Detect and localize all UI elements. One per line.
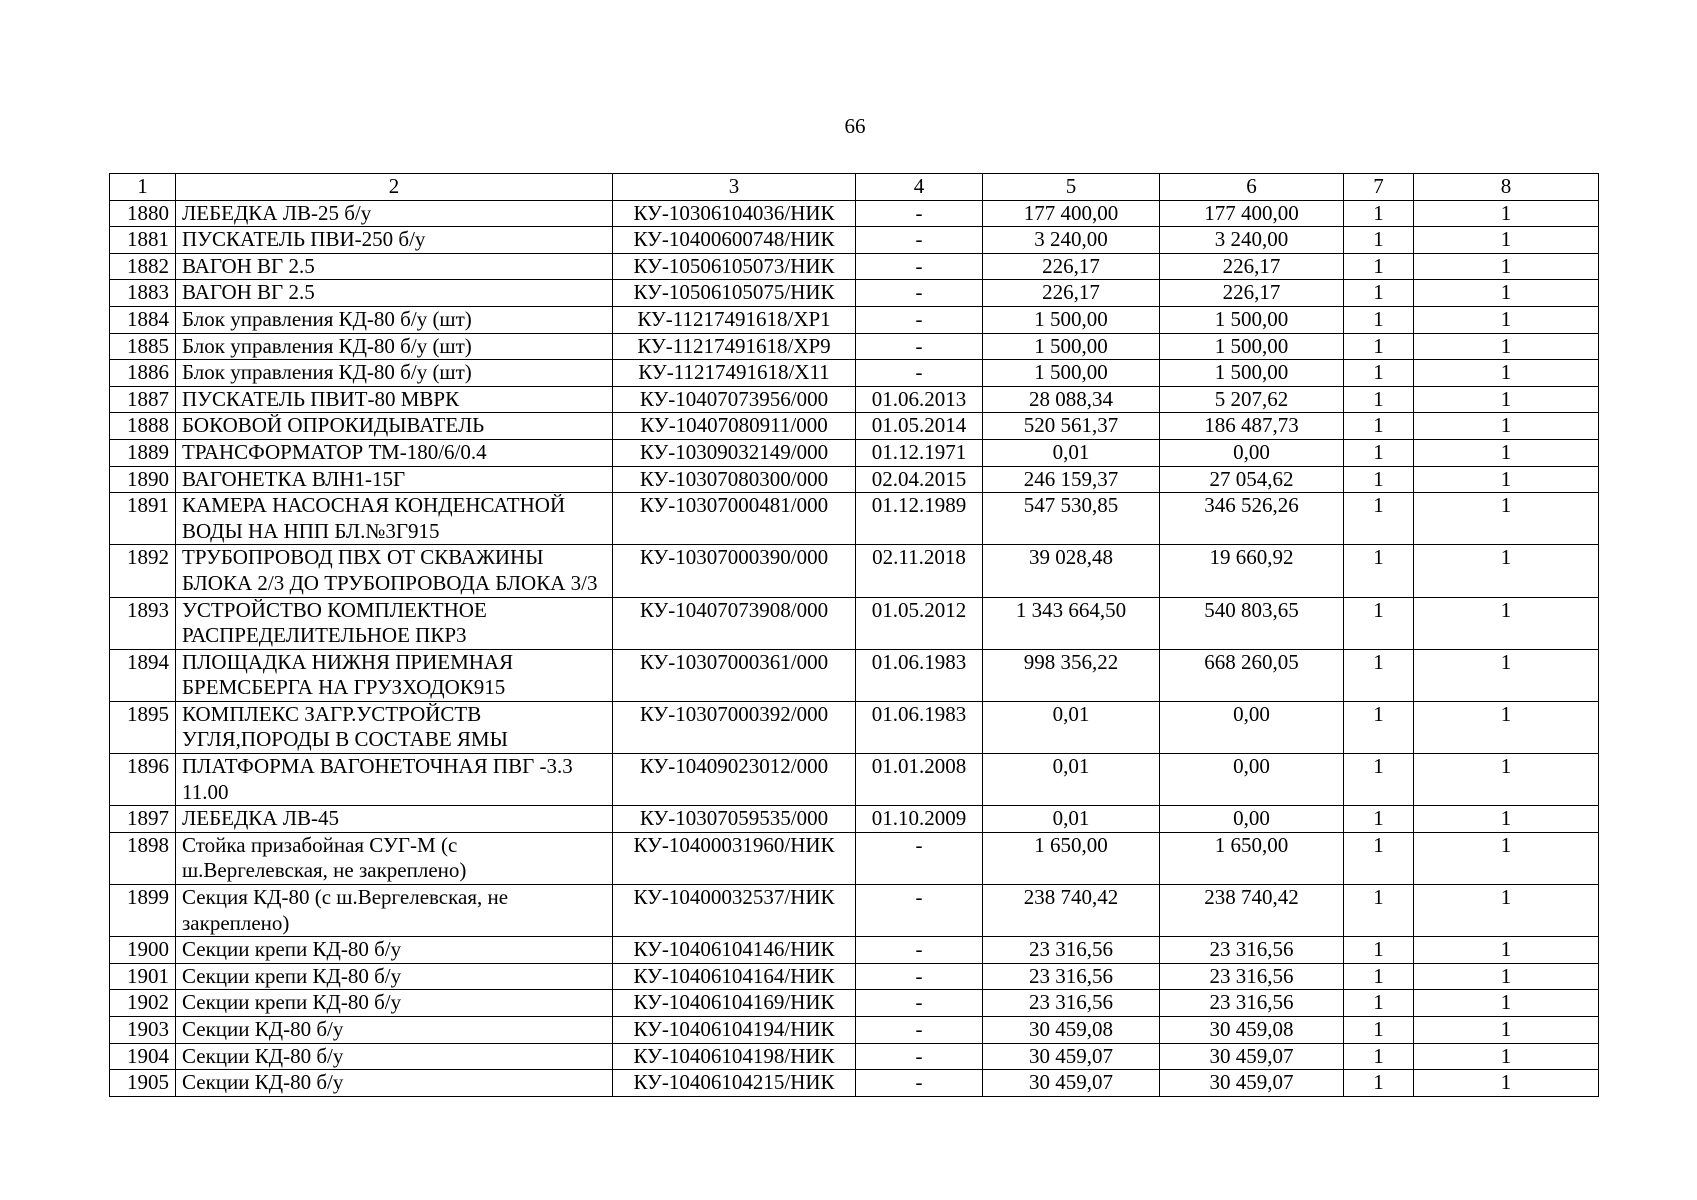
row-number: 1900	[110, 937, 176, 964]
column-header: 5	[983, 174, 1160, 201]
row-number: 1904	[110, 1043, 176, 1070]
commission-date: -	[856, 280, 983, 307]
item-name: Блок управления КД-80 б/у (шт)	[176, 306, 613, 333]
row-number: 1898	[110, 832, 176, 884]
quantity-col-8: 1	[1414, 333, 1599, 360]
table-row	[110, 597, 1599, 649]
quantity-col-7: 1	[1344, 227, 1414, 254]
inventory-code: КУ-10400600748/НИК	[613, 227, 856, 254]
inventory-code: КУ-11217491618/ХР1	[613, 306, 856, 333]
commission-date: -	[856, 306, 983, 333]
inventory-code: КУ-10406104164/НИК	[613, 963, 856, 990]
row-number: 1880	[110, 200, 176, 227]
residual-value: 0,00	[1160, 806, 1344, 833]
initial-value: 1 500,00	[983, 333, 1160, 360]
inventory-code: КУ-10307000481/000	[613, 493, 856, 545]
residual-value: 668 260,05	[1160, 649, 1344, 701]
row-number: 1881	[110, 227, 176, 254]
table-row	[110, 937, 1599, 964]
table-row	[110, 360, 1599, 387]
commission-date: -	[856, 832, 983, 884]
quantity-col-8: 1	[1414, 701, 1599, 753]
inventory-code: КУ-10307059535/000	[613, 806, 856, 833]
commission-date: 02.04.2015	[856, 466, 983, 493]
initial-value: 1 500,00	[983, 360, 1160, 387]
residual-value: 23 316,56	[1160, 990, 1344, 1017]
table-row	[110, 1070, 1599, 1097]
quantity-col-7: 1	[1344, 333, 1414, 360]
commission-date: -	[856, 990, 983, 1017]
commission-date: 01.06.2013	[856, 386, 983, 413]
quantity-col-7: 1	[1344, 597, 1414, 649]
table-row	[110, 806, 1599, 833]
quantity-col-8: 1	[1414, 754, 1599, 806]
initial-value: 226,17	[983, 280, 1160, 307]
column-header: 8	[1414, 174, 1599, 201]
table-row	[110, 1017, 1599, 1044]
residual-value: 30 459,07	[1160, 1043, 1344, 1070]
table-row	[110, 545, 1599, 597]
column-header: 2	[176, 174, 613, 201]
row-number: 1889	[110, 439, 176, 466]
item-name: ПУСКАТЕЛЬ ПВИТ-80 МВРК	[176, 386, 613, 413]
row-number: 1882	[110, 253, 176, 280]
row-number: 1895	[110, 701, 176, 753]
quantity-col-7: 1	[1344, 963, 1414, 990]
commission-date: -	[856, 253, 983, 280]
quantity-col-7: 1	[1344, 754, 1414, 806]
commission-date: -	[856, 360, 983, 387]
item-name: ТРУБОПРОВОД ПВХ ОТ СКВАЖИНЫ БЛОКА 2/3 ДО ТРУБОПРОВОДА БЛОКА 3/3	[176, 545, 613, 597]
item-name: ЛЕБЕДКА ЛВ-45	[176, 806, 613, 833]
quantity-col-7: 1	[1344, 386, 1414, 413]
row-number: 1903	[110, 1017, 176, 1044]
inventory-code: КУ-10506105075/НИК	[613, 280, 856, 307]
inventory-code: КУ-11217491618/Х11	[613, 360, 856, 387]
quantity-col-8: 1	[1414, 227, 1599, 254]
row-number: 1884	[110, 306, 176, 333]
item-name: КОМПЛЕКС ЗАГР.УСТРОЙСТВ УГЛЯ,ПОРОДЫ В СОСТАВЕ ЯМЫ	[176, 701, 613, 753]
quantity-col-7: 1	[1344, 806, 1414, 833]
item-name: Блок управления КД-80 б/у (шт)	[176, 333, 613, 360]
commission-date: 01.12.1989	[856, 493, 983, 545]
initial-value: 0,01	[983, 701, 1160, 753]
inventory-code: КУ-10307000390/000	[613, 545, 856, 597]
table-row	[110, 227, 1599, 254]
row-number: 1897	[110, 806, 176, 833]
table-row	[110, 413, 1599, 440]
asset-register-table	[109, 173, 1599, 1097]
quantity-col-7: 1	[1344, 413, 1414, 440]
row-number: 1899	[110, 885, 176, 937]
initial-value: 1 650,00	[983, 832, 1160, 884]
column-header: 6	[1160, 174, 1344, 201]
row-number: 1886	[110, 360, 176, 387]
quantity-col-8: 1	[1414, 1043, 1599, 1070]
quantity-col-7: 1	[1344, 1017, 1414, 1044]
inventory-code: КУ-10306104036/НИК	[613, 200, 856, 227]
quantity-col-7: 1	[1344, 306, 1414, 333]
inventory-code: КУ-10406104146/НИК	[613, 937, 856, 964]
initial-value: 0,01	[983, 439, 1160, 466]
row-number: 1891	[110, 493, 176, 545]
residual-value: 30 459,08	[1160, 1017, 1344, 1044]
table-row	[110, 649, 1599, 701]
item-name: ПЛОЩАДКА НИЖНЯ ПРИЕМНАЯ БРЕМСБЕРГА НА ГРУЗХОДОК915	[176, 649, 613, 701]
table-row	[110, 885, 1599, 937]
initial-value: 28 088,34	[983, 386, 1160, 413]
quantity-col-8: 1	[1414, 990, 1599, 1017]
row-number: 1890	[110, 466, 176, 493]
item-name: Секция КД-80 (с ш.Вергелевская, не закреплено)	[176, 885, 613, 937]
item-name: ВАГОН ВГ 2.5	[176, 253, 613, 280]
initial-value: 30 459,07	[983, 1043, 1160, 1070]
inventory-code: КУ-10307000392/000	[613, 701, 856, 753]
commission-date: 01.12.1971	[856, 439, 983, 466]
quantity-col-7: 1	[1344, 545, 1414, 597]
inventory-code: КУ-10307000361/000	[613, 649, 856, 701]
quantity-col-7: 1	[1344, 937, 1414, 964]
commission-date: 02.11.2018	[856, 545, 983, 597]
commission-date: 01.05.2012	[856, 597, 983, 649]
inventory-code: КУ-10407080911/000	[613, 413, 856, 440]
row-number: 1894	[110, 649, 176, 701]
residual-value: 23 316,56	[1160, 963, 1344, 990]
row-number: 1896	[110, 754, 176, 806]
initial-value: 23 316,56	[983, 963, 1160, 990]
initial-value: 3 240,00	[983, 227, 1160, 254]
quantity-col-8: 1	[1414, 649, 1599, 701]
quantity-col-7: 1	[1344, 200, 1414, 227]
inventory-code: КУ-10406104215/НИК	[613, 1070, 856, 1097]
item-name: ТРАНСФОРМАТОР ТМ-180/6/0.4	[176, 439, 613, 466]
residual-value: 5 207,62	[1160, 386, 1344, 413]
initial-value: 23 316,56	[983, 990, 1160, 1017]
initial-value: 30 459,07	[983, 1070, 1160, 1097]
row-number: 1902	[110, 990, 176, 1017]
column-header: 3	[613, 174, 856, 201]
commission-date: -	[856, 1017, 983, 1044]
commission-date: -	[856, 1043, 983, 1070]
initial-value: 547 530,85	[983, 493, 1160, 545]
table-row	[110, 1043, 1599, 1070]
quantity-col-8: 1	[1414, 280, 1599, 307]
row-number: 1887	[110, 386, 176, 413]
quantity-col-7: 1	[1344, 493, 1414, 545]
quantity-col-7: 1	[1344, 701, 1414, 753]
quantity-col-7: 1	[1344, 466, 1414, 493]
row-number: 1905	[110, 1070, 176, 1097]
inventory-code: КУ-10409023012/000	[613, 754, 856, 806]
commission-date: 01.06.1983	[856, 649, 983, 701]
item-name: ПУСКАТЕЛЬ ПВИ-250 б/у	[176, 227, 613, 254]
row-number: 1893	[110, 597, 176, 649]
table-row	[110, 386, 1599, 413]
residual-value: 1 650,00	[1160, 832, 1344, 884]
quantity-col-7: 1	[1344, 1043, 1414, 1070]
item-name: Стойка призабойная СУГ-М (с ш.Вергелевская, не закреплено)	[176, 832, 613, 884]
quantity-col-7: 1	[1344, 253, 1414, 280]
item-name: Блок управления КД-80 б/у (шт)	[176, 360, 613, 387]
residual-value: 226,17	[1160, 280, 1344, 307]
residual-value: 19 660,92	[1160, 545, 1344, 597]
table-row	[110, 493, 1599, 545]
quantity-col-7: 1	[1344, 990, 1414, 1017]
row-number: 1888	[110, 413, 176, 440]
table-body	[110, 200, 1599, 1096]
initial-value: 238 740,42	[983, 885, 1160, 937]
inventory-code: КУ-10506105073/НИК	[613, 253, 856, 280]
quantity-col-8: 1	[1414, 937, 1599, 964]
table-row	[110, 832, 1599, 884]
quantity-col-7: 1	[1344, 832, 1414, 884]
residual-value: 1 500,00	[1160, 360, 1344, 387]
item-name: УСТРОЙСТВО КОМПЛЕКТНОЕ РАСПРЕДЕЛИТЕЛЬНОЕ ПКР3	[176, 597, 613, 649]
commission-date: -	[856, 200, 983, 227]
table-row	[110, 701, 1599, 753]
table-row	[110, 200, 1599, 227]
inventory-code: КУ-10406104169/НИК	[613, 990, 856, 1017]
item-name: ВАГОН ВГ 2.5	[176, 280, 613, 307]
commission-date: -	[856, 885, 983, 937]
residual-value: 0,00	[1160, 754, 1344, 806]
quantity-col-8: 1	[1414, 1070, 1599, 1097]
item-name: Секции КД-80 б/у	[176, 1017, 613, 1044]
item-name: Секции КД-80 б/у	[176, 1070, 613, 1097]
column-header: 1	[110, 174, 176, 201]
residual-value: 3 240,00	[1160, 227, 1344, 254]
item-name: ПЛАТФОРМА ВАГОНЕТОЧНАЯ ПВГ -3.3 11.00	[176, 754, 613, 806]
initial-value: 998 356,22	[983, 649, 1160, 701]
commission-date: 01.06.1983	[856, 701, 983, 753]
table-row	[110, 306, 1599, 333]
commission-date: 01.10.2009	[856, 806, 983, 833]
quantity-col-8: 1	[1414, 200, 1599, 227]
initial-value: 23 316,56	[983, 937, 1160, 964]
initial-value: 246 159,37	[983, 466, 1160, 493]
residual-value: 1 500,00	[1160, 306, 1344, 333]
table-row	[110, 253, 1599, 280]
quantity-col-7: 1	[1344, 439, 1414, 466]
table-row	[110, 333, 1599, 360]
commission-date: 01.05.2014	[856, 413, 983, 440]
residual-value: 226,17	[1160, 253, 1344, 280]
table-row	[110, 466, 1599, 493]
quantity-col-7: 1	[1344, 649, 1414, 701]
inventory-code: КУ-10407073956/000	[613, 386, 856, 413]
item-name: ЛЕБЕДКА ЛВ-25 б/у	[176, 200, 613, 227]
quantity-col-8: 1	[1414, 597, 1599, 649]
initial-value: 226,17	[983, 253, 1160, 280]
quantity-col-7: 1	[1344, 360, 1414, 387]
quantity-col-8: 1	[1414, 466, 1599, 493]
quantity-col-8: 1	[1414, 545, 1599, 597]
page-number: 66	[844, 114, 866, 138]
quantity-col-8: 1	[1414, 1017, 1599, 1044]
column-header: 7	[1344, 174, 1414, 201]
quantity-col-7: 1	[1344, 1070, 1414, 1097]
residual-value: 0,00	[1160, 439, 1344, 466]
quantity-col-8: 1	[1414, 306, 1599, 333]
quantity-col-8: 1	[1414, 253, 1599, 280]
residual-value: 0,00	[1160, 701, 1344, 753]
quantity-col-8: 1	[1414, 963, 1599, 990]
item-name: КАМЕРА НАСОСНАЯ КОНДЕНСАТНОЙ ВОДЫ НА НПП БЛ.№3Г915	[176, 493, 613, 545]
commission-date: -	[856, 937, 983, 964]
commission-date: 01.01.2008	[856, 754, 983, 806]
inventory-code: КУ-10307080300/000	[613, 466, 856, 493]
initial-value: 520 561,37	[983, 413, 1160, 440]
residual-value: 186 487,73	[1160, 413, 1344, 440]
inventory-code: КУ-10406104194/НИК	[613, 1017, 856, 1044]
initial-value: 39 028,48	[983, 545, 1160, 597]
initial-value: 0,01	[983, 806, 1160, 833]
row-number: 1892	[110, 545, 176, 597]
residual-value: 177 400,00	[1160, 200, 1344, 227]
residual-value: 238 740,42	[1160, 885, 1344, 937]
residual-value: 27 054,62	[1160, 466, 1344, 493]
row-number: 1883	[110, 280, 176, 307]
inventory-code: КУ-10400031960/НИК	[613, 832, 856, 884]
table-row	[110, 754, 1599, 806]
quantity-col-8: 1	[1414, 885, 1599, 937]
inventory-code: КУ-10309032149/000	[613, 439, 856, 466]
residual-value: 540 803,65	[1160, 597, 1344, 649]
quantity-col-8: 1	[1414, 439, 1599, 466]
quantity-col-7: 1	[1344, 280, 1414, 307]
initial-value: 30 459,08	[983, 1017, 1160, 1044]
quantity-col-8: 1	[1414, 386, 1599, 413]
commission-date: -	[856, 1070, 983, 1097]
residual-value: 30 459,07	[1160, 1070, 1344, 1097]
quantity-col-8: 1	[1414, 832, 1599, 884]
commission-date: -	[856, 333, 983, 360]
quantity-col-8: 1	[1414, 360, 1599, 387]
item-name: ВАГОНЕТКА ВЛН1-15Г	[176, 466, 613, 493]
table-row	[110, 990, 1599, 1017]
inventory-code: КУ-11217491618/ХР9	[613, 333, 856, 360]
initial-value: 1 343 664,50	[983, 597, 1160, 649]
item-name: Секции крепи КД-80 б/у	[176, 937, 613, 964]
residual-value: 346 526,26	[1160, 493, 1344, 545]
item-name: БОКОВОЙ ОПРОКИДЫВАТЕЛЬ	[176, 413, 613, 440]
row-number: 1901	[110, 963, 176, 990]
inventory-code: КУ-10400032537/НИК	[613, 885, 856, 937]
commission-date: -	[856, 963, 983, 990]
initial-value: 1 500,00	[983, 306, 1160, 333]
column-header: 4	[856, 174, 983, 201]
item-name: Секции крепи КД-80 б/у	[176, 990, 613, 1017]
quantity-col-7: 1	[1344, 885, 1414, 937]
column-index-row	[110, 174, 1599, 201]
quantity-col-8: 1	[1414, 493, 1599, 545]
table-row	[110, 439, 1599, 466]
item-name: Секции крепи КД-80 б/у	[176, 963, 613, 990]
row-number: 1885	[110, 333, 176, 360]
residual-value: 23 316,56	[1160, 937, 1344, 964]
inventory-code: КУ-10406104198/НИК	[613, 1043, 856, 1070]
table-row	[110, 963, 1599, 990]
residual-value: 1 500,00	[1160, 333, 1344, 360]
initial-value: 177 400,00	[983, 200, 1160, 227]
inventory-code: КУ-10407073908/000	[613, 597, 856, 649]
quantity-col-8: 1	[1414, 413, 1599, 440]
commission-date: -	[856, 227, 983, 254]
quantity-col-8: 1	[1414, 806, 1599, 833]
table-row	[110, 280, 1599, 307]
initial-value: 0,01	[983, 754, 1160, 806]
item-name: Секции КД-80 б/у	[176, 1043, 613, 1070]
